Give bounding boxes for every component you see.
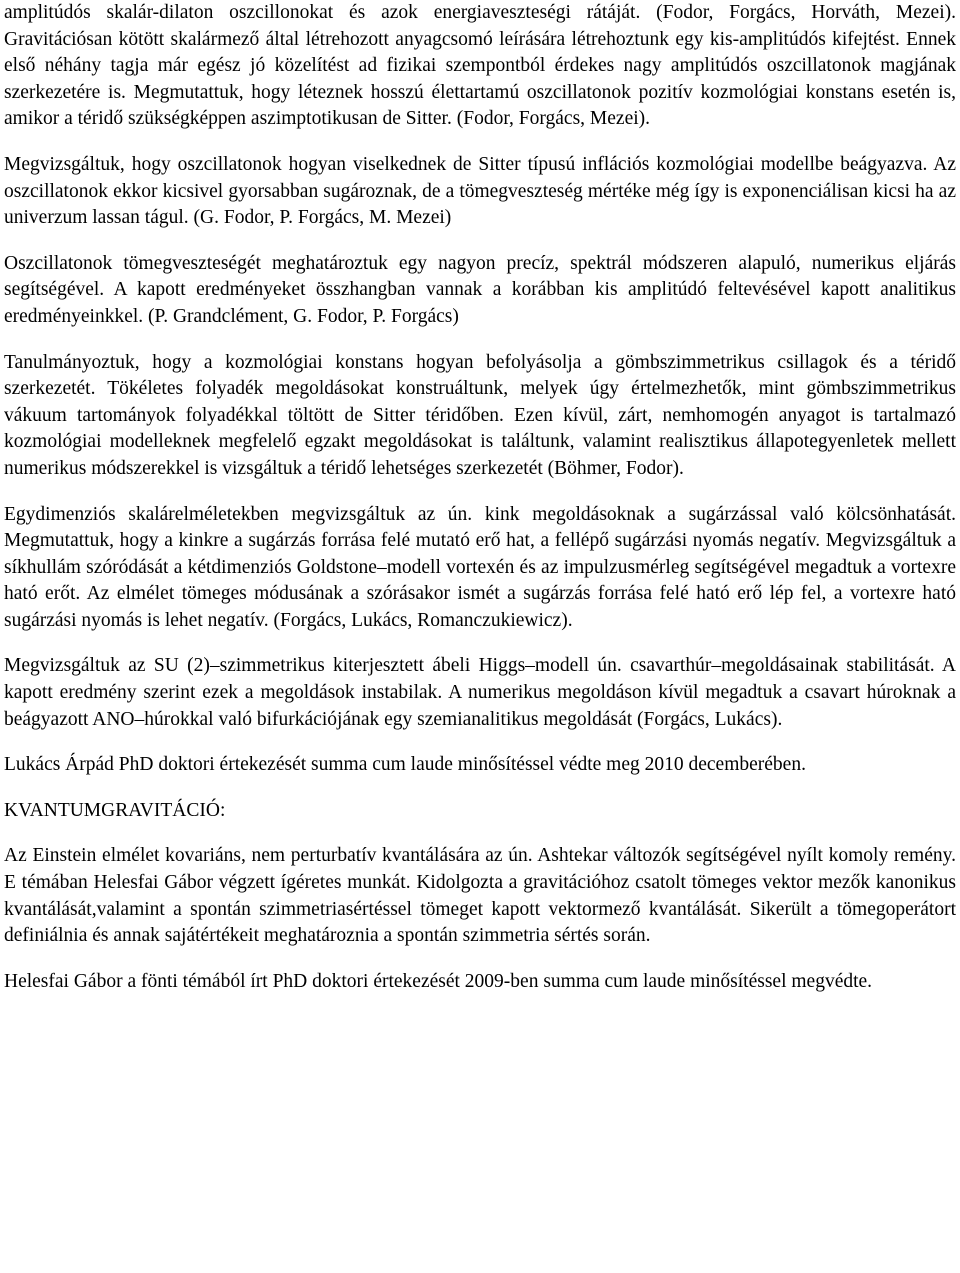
paragraph-cosmological-constant: Tanulmányoztuk, hogy a kozmológiai konstans hogyan befolyásolja a gömbszimmetrikus csillagok és a téridő szerkezetét. Tökéletes folyadék megoldásokat konstruáltunk, melyek úgy értelmezhetők, mint gömbszimmetrikus vákuum tartományok folyadékkal töltött de Sitter téridőben. Ezen kívül, zárt, nemhomogén anyagot is tartalmazó kozmológiai modelleknek megfelelő egzakt megoldásokat is találtunk, valamint realisztikus állapotegyenletek mellett numerikus módszerekkel is vizsgáltuk a téridő lehetséges szerkezetét (Böhmer, Fodor). — [4, 351, 956, 479]
paragraph-de-sitter-oscillatons: Megvizsgáltuk, hogy oszcillatonok hogyan viselkednek de Sitter típusú inflációs kozmológiai modellbe beágyazva. Az oszcillatonok ekkor kicsivel gyorsabban sugároznak, de a tömegveszteség mértéke még így is exponenciálisan kicsi ha az univerzum lassan tágul. (G. Fodor, P. Forgács, M. Mezei) — [4, 153, 956, 229]
paragraph-spectral-method: Oszcillatonok tömegveszteségét meghatároztuk egy nagyon precíz, spektrál módszeren alapuló, numerikus eljárás segítségével. A kapott eredményeket összhangban vannak a korábban kis amplitúdó feltevésével kapott analitikus eredményeinkkel. (P. Grandclément, G. Fodor, P. Forgács) — [4, 252, 956, 327]
paragraph-ashtekar-variables: Az Einstein elmélet kovariáns, nem perturbatív kvantálására az ún. Ashtekar változók segítségével nyílt komoly remény. E témában Helesfai Gábor végzett ígéretes munkát. Kidolgozta a gravitációhoz csatolt tömeges vektor mezők kanonikus kvantálását,valamint a spontán szimmetriasértéssel tömeget kapott vektormező kvantálását. Sikerült a tömegoperátort definiálnia és annak sajátértékeit meghatároznia a spontán szimmetria sértés során. — [4, 845, 956, 947]
paragraph-kink-radiation: Egydimenziós skalárelméletekben megvizsgáltuk az ún. kink megoldásoknak a sugárzással való kölcsönhatását. Megmutattuk, hogy a kinkre a sugárzás forrása felé mutató erő hat, a fellépő sugárzási nyomás negatív. Megvizsgáltuk a síkhullám szóródását a kétdimenziós Goldstone–modell vortexén és az impulzusmérleg segítségével megadtuk a vortexre ható erőt. Az elmélet tömeges módusának a szórásakor ismét a sugárzás forrása felé ható erő lép fel, a vortexre ható sugárzási nyomás is lehet negatív. (Forgács, Lukács, Romanczukiewicz). — [4, 503, 956, 631]
paragraph-phd-helesfai: Helesfai Gábor a fönti témából írt PhD doktori értekezését 2009-ben summa cum laude minősítéssel megvédte. — [4, 970, 873, 992]
paragraph-oscillon-results: amplitúdós skalár-dilaton oszcillonokat és azok energiaveszteségi rátáját. (Fodor, Forgács, Horváth, Mezei). Gravitációsan kötött skalármező által létrehozott anyagcsomó leírására létrehoztunk egy kis-amplitúdós kifejtést. Ennek első néhány tagja már egész jó közelítést ad fizikai szempontból érdekes nagy amplitúdós oszcillatonok magjának szerkezetére is. Megmutattuk, hogy léteznek hosszú élettartamú oszcillatonok pozitív kozmológiai konstans esetén is, amikor a téridő szükségképpen aszimptotikusan de Sitter. (Fodor, Forgács, Mezei). — [4, 2, 956, 130]
paragraph-higgs-model: Megvizsgáltuk az SU (2)–szimmetrikus kiterjesztett ábeli Higgs–modell ún. csavarthúr–megoldásainak stabilitását. A kapott eredmény szerint ezek a megoldások instabilak. A numerikus megoldáson kívül megadtuk a csavart húroknak a beágyazott ANO–húrokkal való bifurkációjának egy szemianalitikus megoldását (Forgács, Lukács). — [4, 655, 956, 730]
paragraph-phd-lukacs: Lukács Árpád PhD doktori értekezését summa cum laude minősítéssel védte meg 2010 decemberében. — [4, 754, 806, 776]
section-heading-quantum-gravity: KVANTUMGRAVITÁCIÓ: — [4, 799, 226, 821]
